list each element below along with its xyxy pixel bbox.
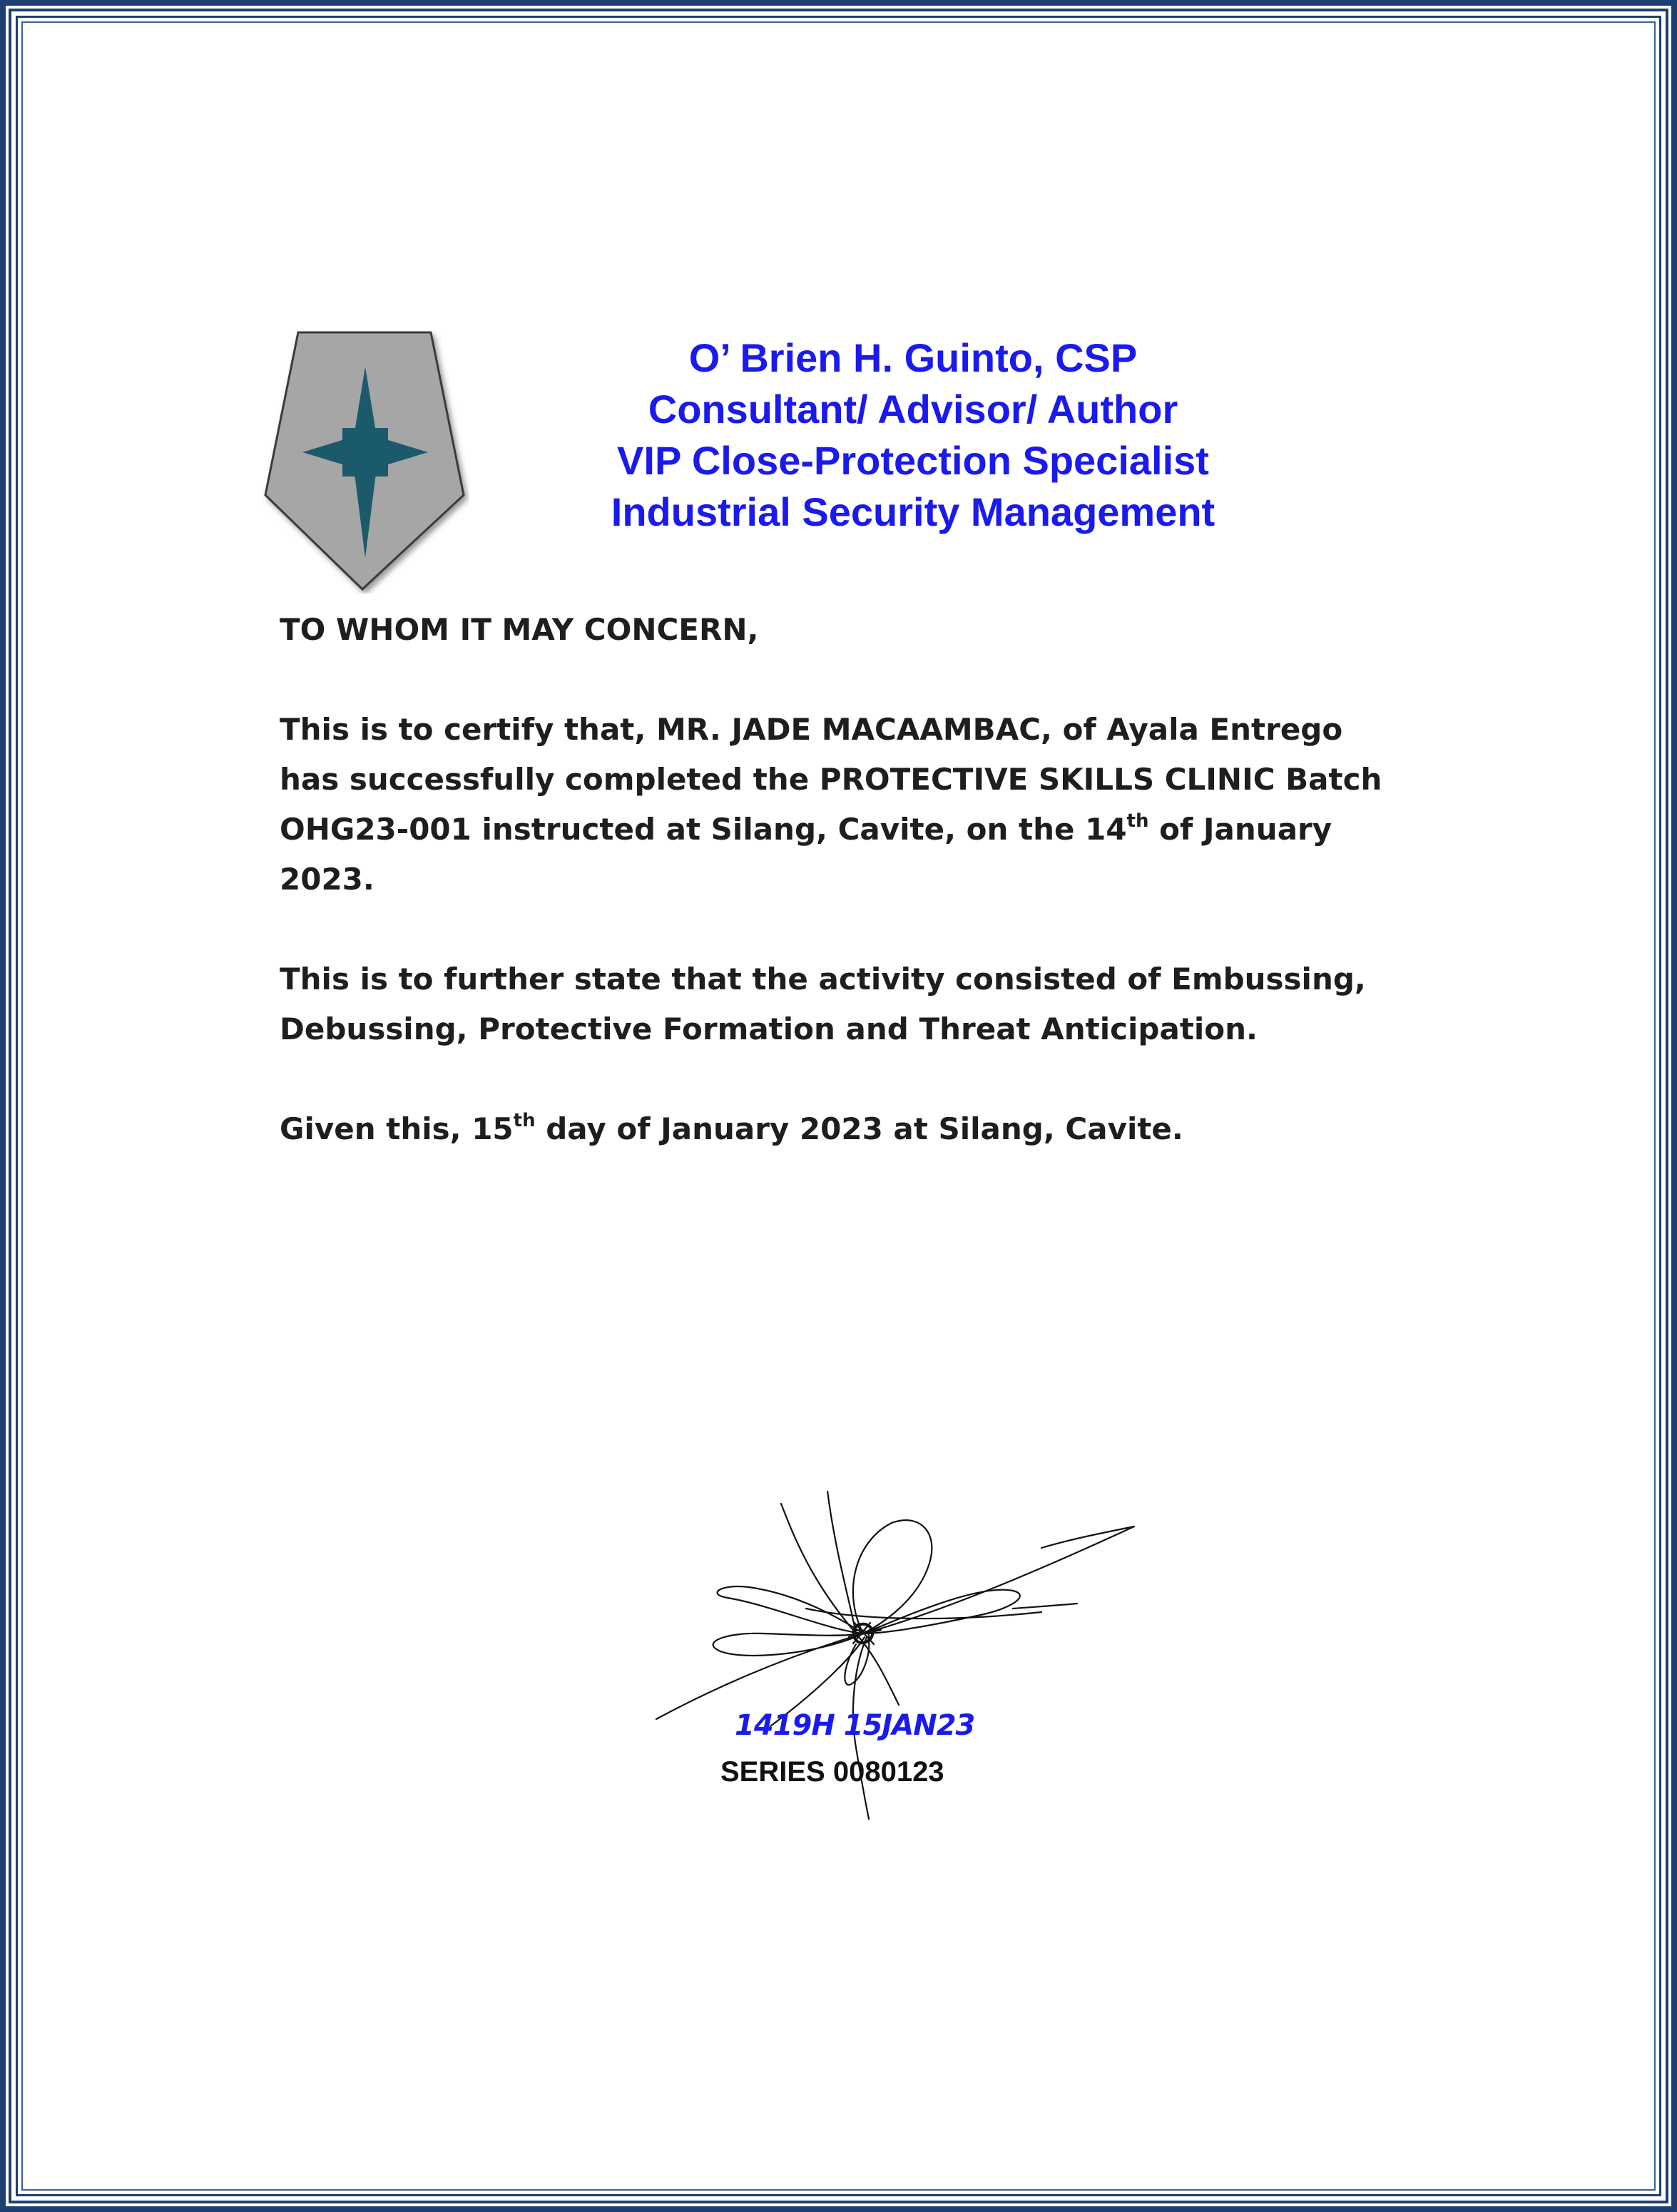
certification-paragraph	[280, 705, 1435, 904]
cert-line-1: This is to certify that, MR. JADE MACAAMBAC, of Ayala Entrego	[280, 712, 1343, 747]
author-title-2: VIP Close-Protection Specialist	[617, 438, 1209, 483]
cert-line-3-sup: th	[1126, 810, 1149, 832]
given-paragraph	[280, 1104, 1435, 1154]
author-title-1: Consultant/ Advisor/ Author	[648, 387, 1178, 432]
shield-star-emblem-icon	[262, 330, 469, 593]
author-name: O’ Brien H. Guinto, CSP	[688, 335, 1138, 380]
cert-line-4: 2023.	[280, 862, 374, 897]
author-title-3: Industrial Security Management	[611, 489, 1215, 534]
given-b: day of January 2023 at Silang, Cavite.	[535, 1111, 1183, 1146]
cert-line-3a: OHG23-001 instructed at Silang, Cavite, on the 14	[280, 812, 1127, 847]
activity-paragraph	[280, 954, 1435, 1054]
cert-line-2: has successfully completed the PROTECTIVE SKILLS CLINIC Batch	[280, 762, 1382, 797]
cert-line-3b: of January	[1148, 812, 1332, 847]
given-sup: th	[513, 1110, 536, 1131]
letterhead	[556, 332, 1270, 538]
given-a: Given this, 15	[280, 1111, 514, 1146]
signature-date-stamp: 1419H 15JAN23	[735, 1709, 975, 1742]
series-number: SERIES 0080123	[720, 1756, 944, 1788]
activity-line-2: Debussing, Protective Formation and Threat Anticipation.	[280, 1011, 1258, 1046]
activity-line-1: This is to further state that the activity consisted of Embussing,	[280, 962, 1366, 997]
salutation: TO WHOM IT MAY CONCERN,	[280, 612, 759, 647]
letter-body	[280, 605, 1435, 1154]
